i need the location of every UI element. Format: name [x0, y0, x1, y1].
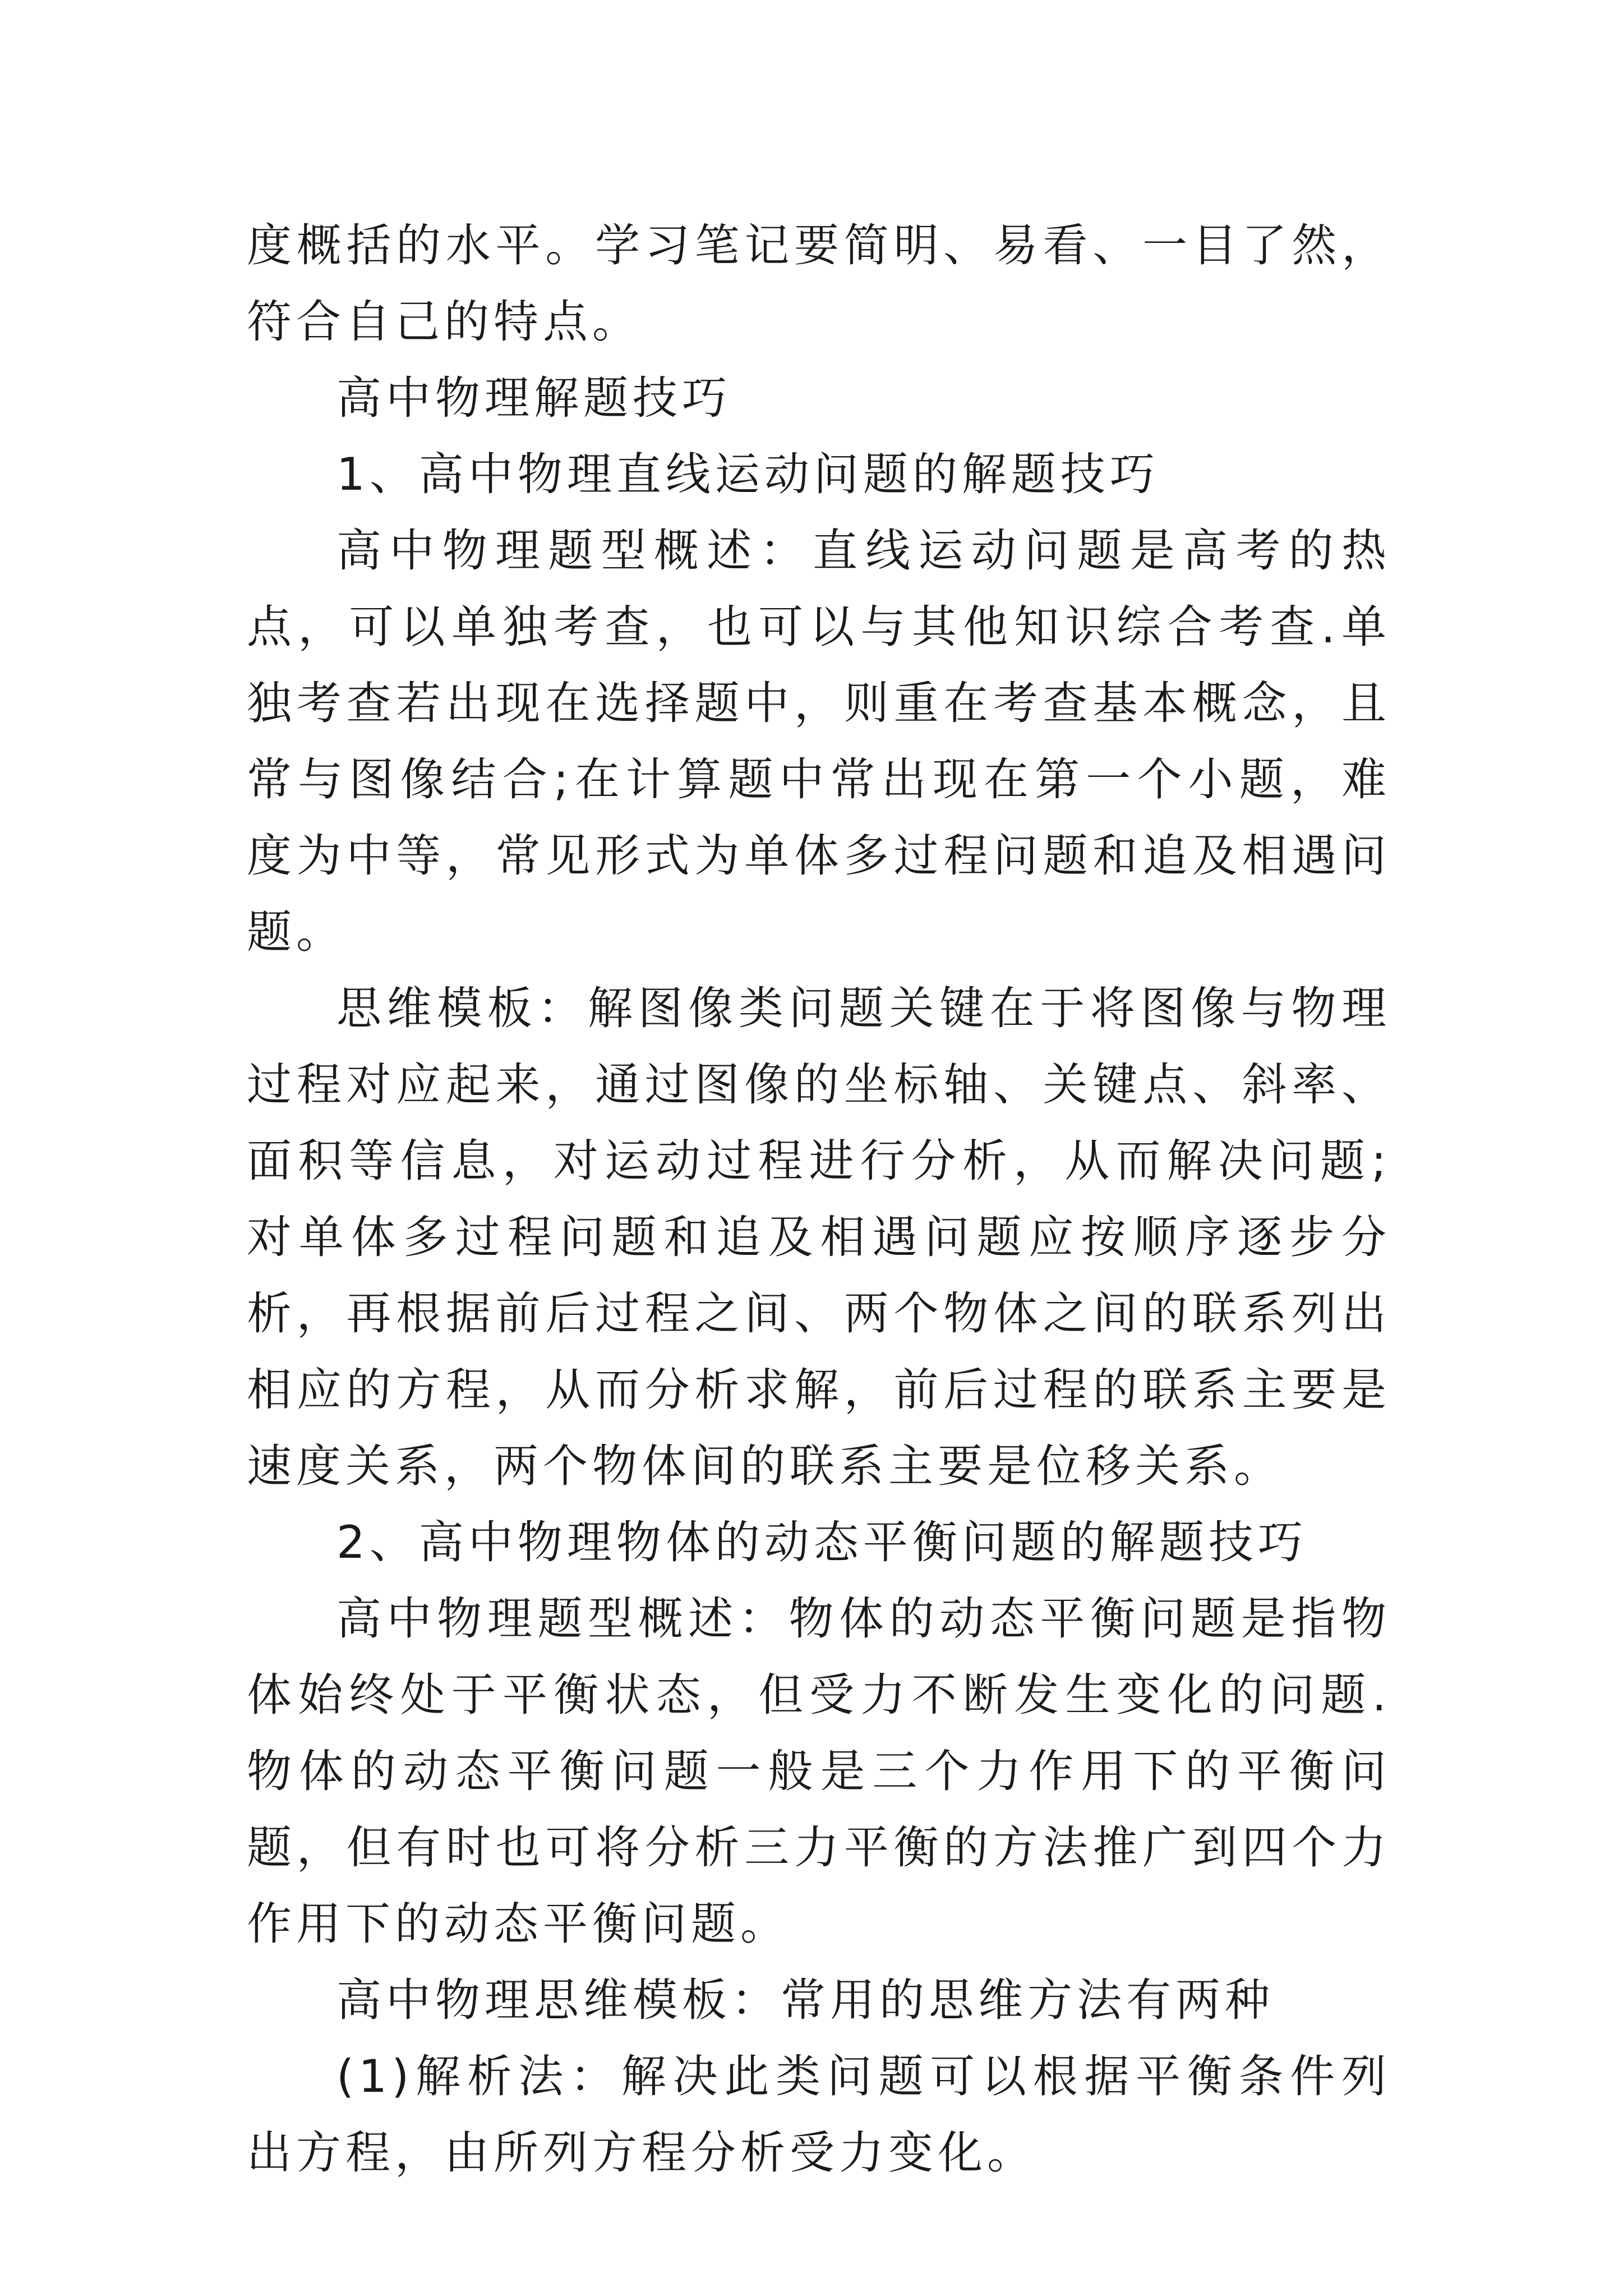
paragraph-continuation: 度概括的水平。学习笔记要简明、易看、一目了然，符合自己的特点。 [247, 219, 1391, 348]
subsection-heading-2: 2、高中物理物体的动态平衡问题的解题技巧 [336, 1516, 1307, 1568]
paragraph-template-2: 高中物理思维模板：常用的思维方法有两种 [336, 1974, 1274, 2026]
paragraph-method-1: (1)解析法：解决此类问题可以根据平衡条件列出方程，由所列方程分析受力变化。 [247, 2050, 1391, 2179]
paragraph-overview-2: 高中物理题型概述：物体的动态平衡问题是指物体始终处于平衡状态，但受力不断发生变化的问题.物体的动态平衡问题一般是三个力作用下的平衡问题，但有时也可将分析三力平衡的方法推广到四个力作用下的动态平衡问题。 [247, 1593, 1391, 1950]
paragraph-template-1: 思维模板：解图像类问题关键在于将图像与物理过程对应起来，通过图像的坐标轴、关键点、斜率、面积等信息，对运动过程进行分析，从而解决问题;对单体多过程问题和追及相遇问题应按顺序逐步分析，再根据前后过程之间、两个物体之间的联系列出相应的方程，从而分析求解，前后过程的联系主要是速度关系，两个物体间的联系主要是位移关系。 [247, 982, 1391, 1492]
paragraph-overview-1: 高中物理题型概述：直线运动问题是高考的热点，可以单独考查，也可以与其他知识综合考查.单独考查若出现在选择题中，则重在考查基本概念，且常与图像结合;在计算题中常出现在第一个小题，难度为中等，常见形式为单体多过程问题和追及相遇问题。 [247, 524, 1391, 958]
document-body [247, 208, 1391, 2191]
section-heading: 高中物理解题技巧 [336, 372, 731, 424]
subsection-heading-1: 1、高中物理直线运动问题的解题技巧 [336, 448, 1159, 500]
